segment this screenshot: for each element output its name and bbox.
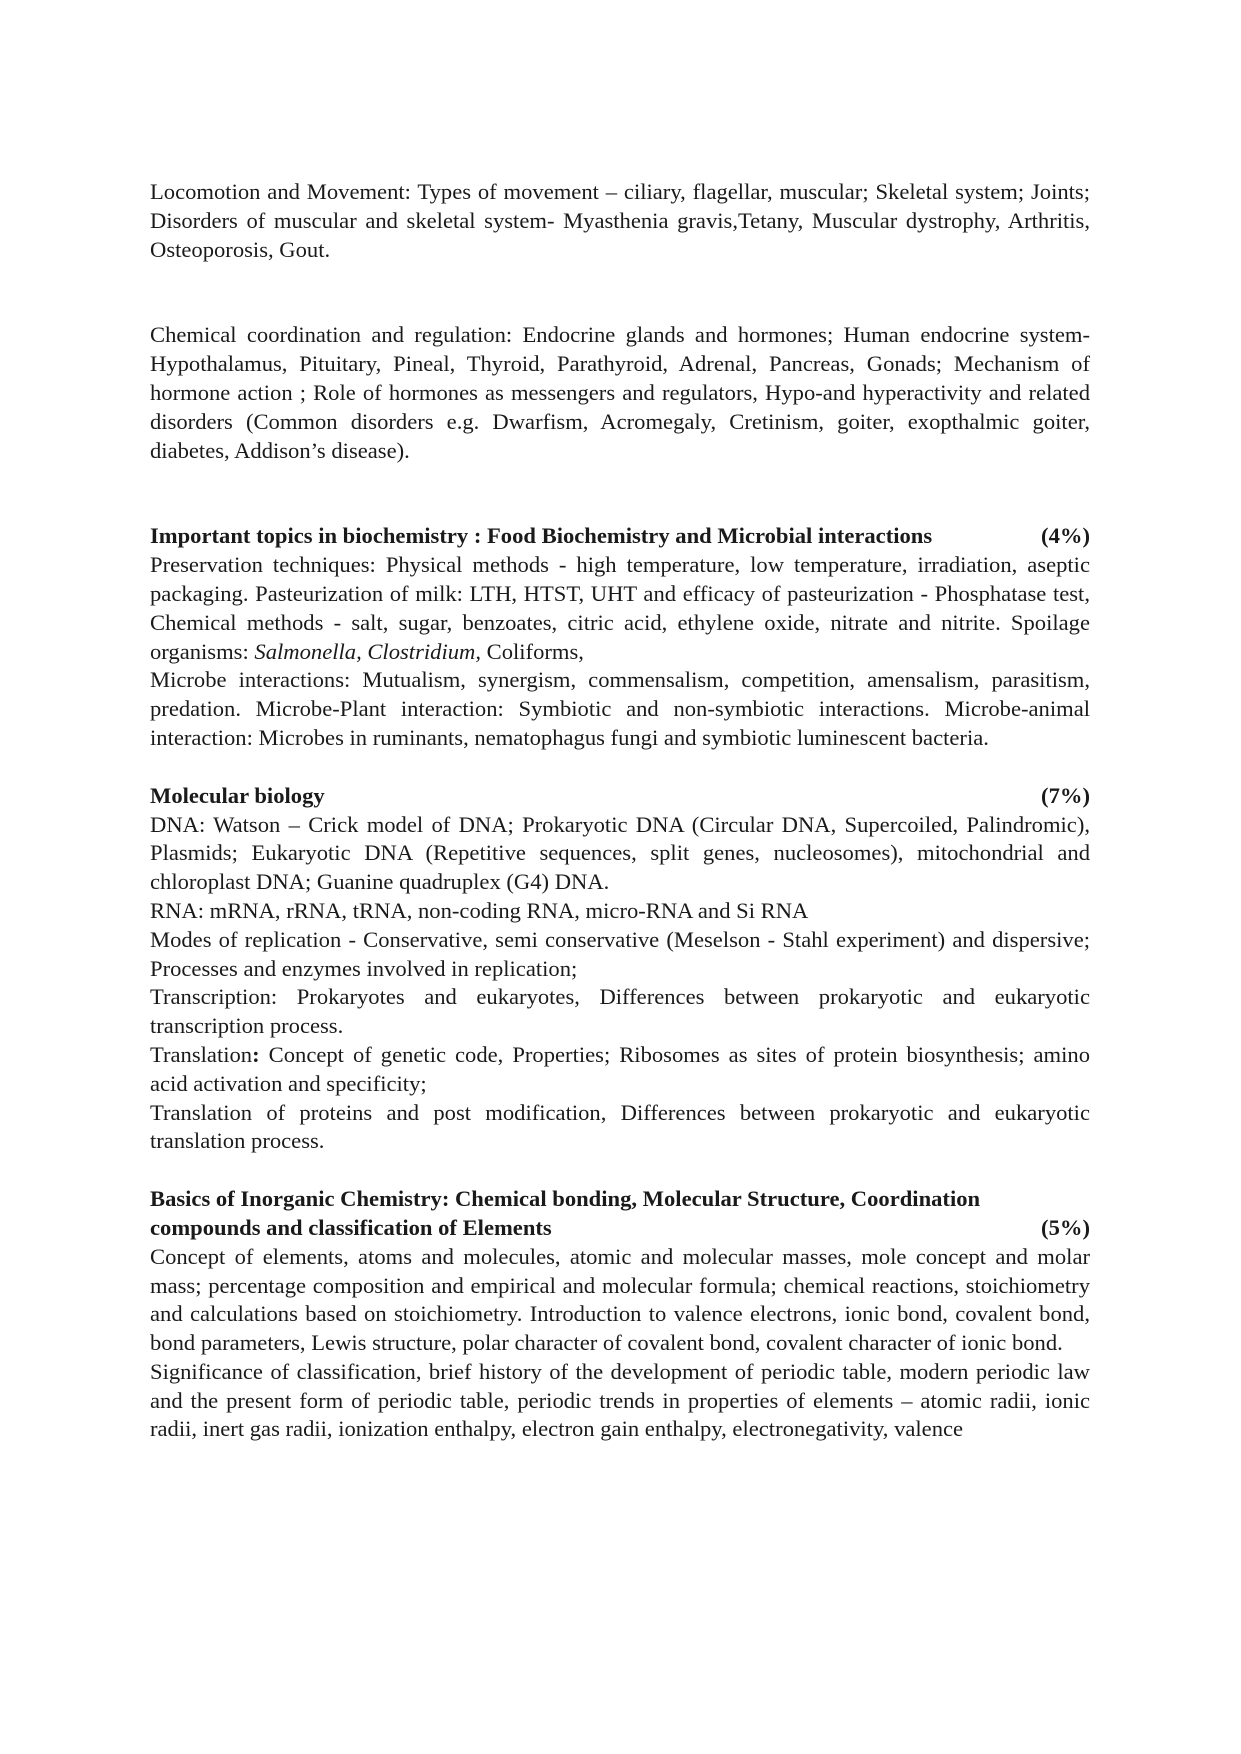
microbe-interactions-paragraph: Microbe interactions: Mutualism, synergism, commensalism, competition, amensalism, parasitism, predation. Microbe-Plant interaction: Symbiotic and non-symbiotic interactions. Microbe-animal interaction: Microbes in ruminants, nematophagus fungi and symbiotic luminescent bacteria. bbox=[150, 667, 1090, 750]
translation-colon: : bbox=[252, 1041, 260, 1067]
translation-proteins-paragraph: Translation of proteins and post modification, Differences between prokaryotic and eukaryotic translation process. bbox=[150, 1099, 1090, 1154]
preservation-paragraph bbox=[150, 551, 1090, 666]
classification-paragraph: Significance of classification, brief history of the development of periodic table, modern periodic law and the present form of periodic table, periodic trends in properties of elements – atomic radii, ionic radii, inert gas radii, ionization enthalpy, electron gain enthalpy, electronegativity, valence bbox=[150, 1358, 1090, 1442]
translation-paragraph bbox=[150, 1041, 1090, 1099]
transcription-paragraph: Transcription: Prokaryotes and eukaryotes, Differences between prokaryotic and eukaryotic transcription process. bbox=[150, 984, 1090, 1039]
spoilage-organisms-italic: Salmonella, Clostridium, bbox=[254, 638, 481, 664]
biochemistry-heading-text: Important topics in biochemistry : Food Biochemistry and Microbial interactions bbox=[150, 523, 933, 549]
replication-paragraph: Modes of replication - Conservative, semi conservative (Meselson - Stahl experiment) and dispersive; Processes and enzymes involved in replication; bbox=[150, 926, 1090, 981]
document-page bbox=[150, 178, 1090, 1444]
dna-paragraph: DNA: Watson – Crick model of DNA; Prokaryotic DNA (Circular DNA, Supercoiled, Palindromic), Plasmids; Eukaryotic DNA (Repetitive sequences, split genes, nucleosomes), mitochondrial and chloroplast DNA; Guanine quadruplex (G4) DNA. bbox=[150, 811, 1090, 895]
spacer bbox=[150, 753, 1090, 782]
inorganic-heading-line1: Basics of Inorganic Chemistry: Chemical bonding, Molecular Structure, Coordination bbox=[150, 1186, 981, 1212]
chemical-coordination-paragraph: Chemical coordination and regulation: Endocrine glands and hormones; Human endocrine system-Hypothalamus, Pituitary, Pineal, Thyroid, Parathyroid, Adrenal, Pancreas, Gonads; Mechanism of hormone action ; Role of hormones as messengers and regulators, Hypo-and hyperactivity and related disorders (Common disorders e.g. Dwarfism, Acromegaly, Cretinism, goiter, exopthalmic goiter, diabetes, Addison’s disease). bbox=[150, 322, 1090, 463]
spacer bbox=[150, 264, 1090, 321]
elements-concept-paragraph: Concept of elements, atoms and molecules, atomic and molecular masses, mole concept and molar mass; percentage composition and empirical and molecular formula; chemical reactions, stoichiometry and calculations based on stoichiometry. Introduction to valence electrons, ionic bond, covalent bond, bond parameters, Lewis structure, polar character of covalent bond, covalent character of ionic bond. bbox=[150, 1243, 1090, 1356]
locomotion-paragraph: Locomotion and Movement: Types of movement – ciliary, flagellar, muscular; Skeletal system; Joints; Disorders of muscular and skeletal system- Myasthenia gravis,Tetany, Muscular dystrophy, Arthritis, Osteoporosis, Gout. bbox=[150, 179, 1090, 262]
biochemistry-heading bbox=[150, 522, 1090, 551]
biochemistry-percent: (4%) bbox=[1041, 523, 1090, 549]
rna-paragraph: RNA: mRNA, rRNA, tRNA, non-coding RNA, micro-RNA and Si RNA bbox=[150, 897, 809, 923]
molecular-biology-heading-text: Molecular biology bbox=[150, 782, 325, 808]
translation-text: Concept of genetic code, Properties; Ribosomes as sites of protein biosynthesis; amino acid activation and specificity; bbox=[150, 1041, 1090, 1096]
spacer bbox=[150, 465, 1090, 522]
inorganic-percent: (5%) bbox=[1041, 1214, 1090, 1240]
spacer bbox=[150, 1156, 1090, 1185]
inorganic-heading-line2 bbox=[150, 1214, 1090, 1243]
preservation-text-end: Coliforms, bbox=[480, 638, 584, 664]
inorganic-heading-line2-text: compounds and classification of Elements bbox=[150, 1214, 552, 1240]
preservation-text: Preservation techniques: Physical methods - high temperature, low temperature, irradiation, aseptic packaging. Pasteurization of milk: LTH, HTST, UHT and efficacy of pasteurization - Phosphatase test, Chemical methods - salt, sugar, benzoates, citric acid, ethylene oxide, nitrate and nitrite. Spoilage organisms: bbox=[150, 552, 1090, 664]
molecular-biology-heading bbox=[150, 782, 1090, 811]
translation-label: Translation bbox=[150, 1041, 253, 1067]
molecular-biology-percent: (7%) bbox=[1041, 782, 1090, 808]
